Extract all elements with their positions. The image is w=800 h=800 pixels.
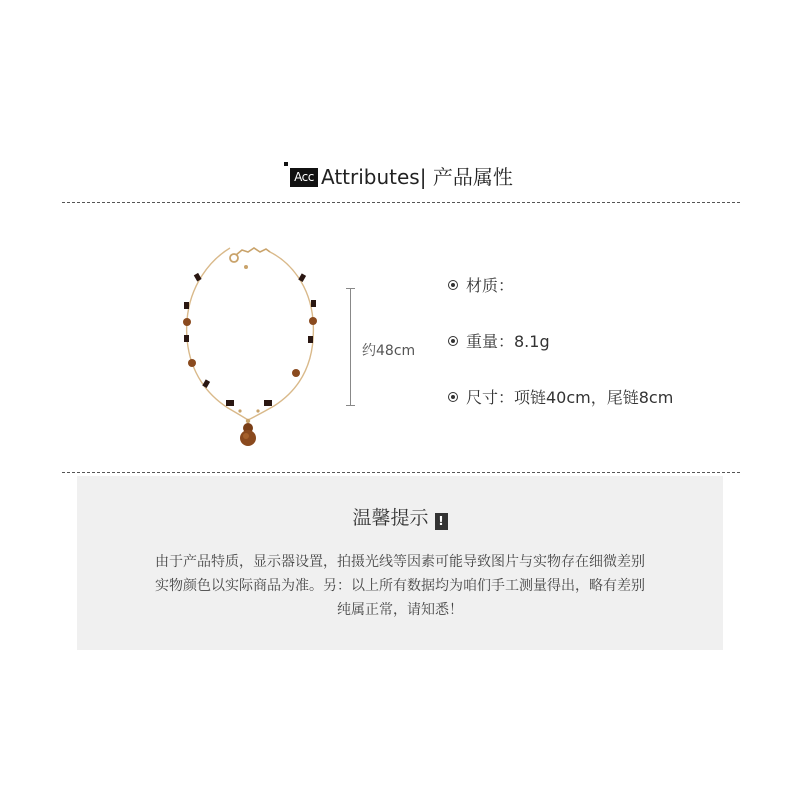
bullet-icon	[448, 336, 458, 346]
dimension-cap-bottom	[346, 405, 355, 406]
notice-title-row	[77, 506, 723, 530]
exclamation-icon: !	[435, 513, 448, 530]
notice-line: 由于产品特质，显示器设置，拍摄光线等因素可能导致图片与实物存在细微差别	[155, 554, 645, 570]
dimension-line	[350, 288, 351, 406]
bullet-icon	[448, 280, 458, 290]
top-divider	[62, 202, 740, 203]
section-header	[0, 162, 800, 192]
header-dot-icon	[284, 162, 288, 166]
header-title: Attributes| 产品属性	[321, 165, 513, 189]
bottom-divider	[62, 472, 740, 473]
attribute-label: 重量：8.1g	[466, 332, 550, 351]
dimension-label: 约48cm	[362, 343, 416, 359]
bullet-icon	[448, 392, 458, 402]
notice-body	[97, 550, 703, 622]
header-badge: Acc	[290, 168, 318, 187]
notice-title: 温馨提示	[352, 507, 429, 529]
attribute-label: 材质：	[466, 276, 515, 295]
notice-line: 实物颜色以实际商品为准。另：以上所有数据均为咱们手工测量得出，略有差别	[155, 578, 645, 594]
notice-line: 纯属正常，请知悉！	[337, 602, 463, 618]
notice-panel	[77, 476, 723, 650]
dimension-cap-top	[346, 288, 355, 289]
attribute-label: 尺寸：项链40cm，尾链8cm	[466, 388, 674, 407]
necklace-image	[170, 240, 330, 450]
